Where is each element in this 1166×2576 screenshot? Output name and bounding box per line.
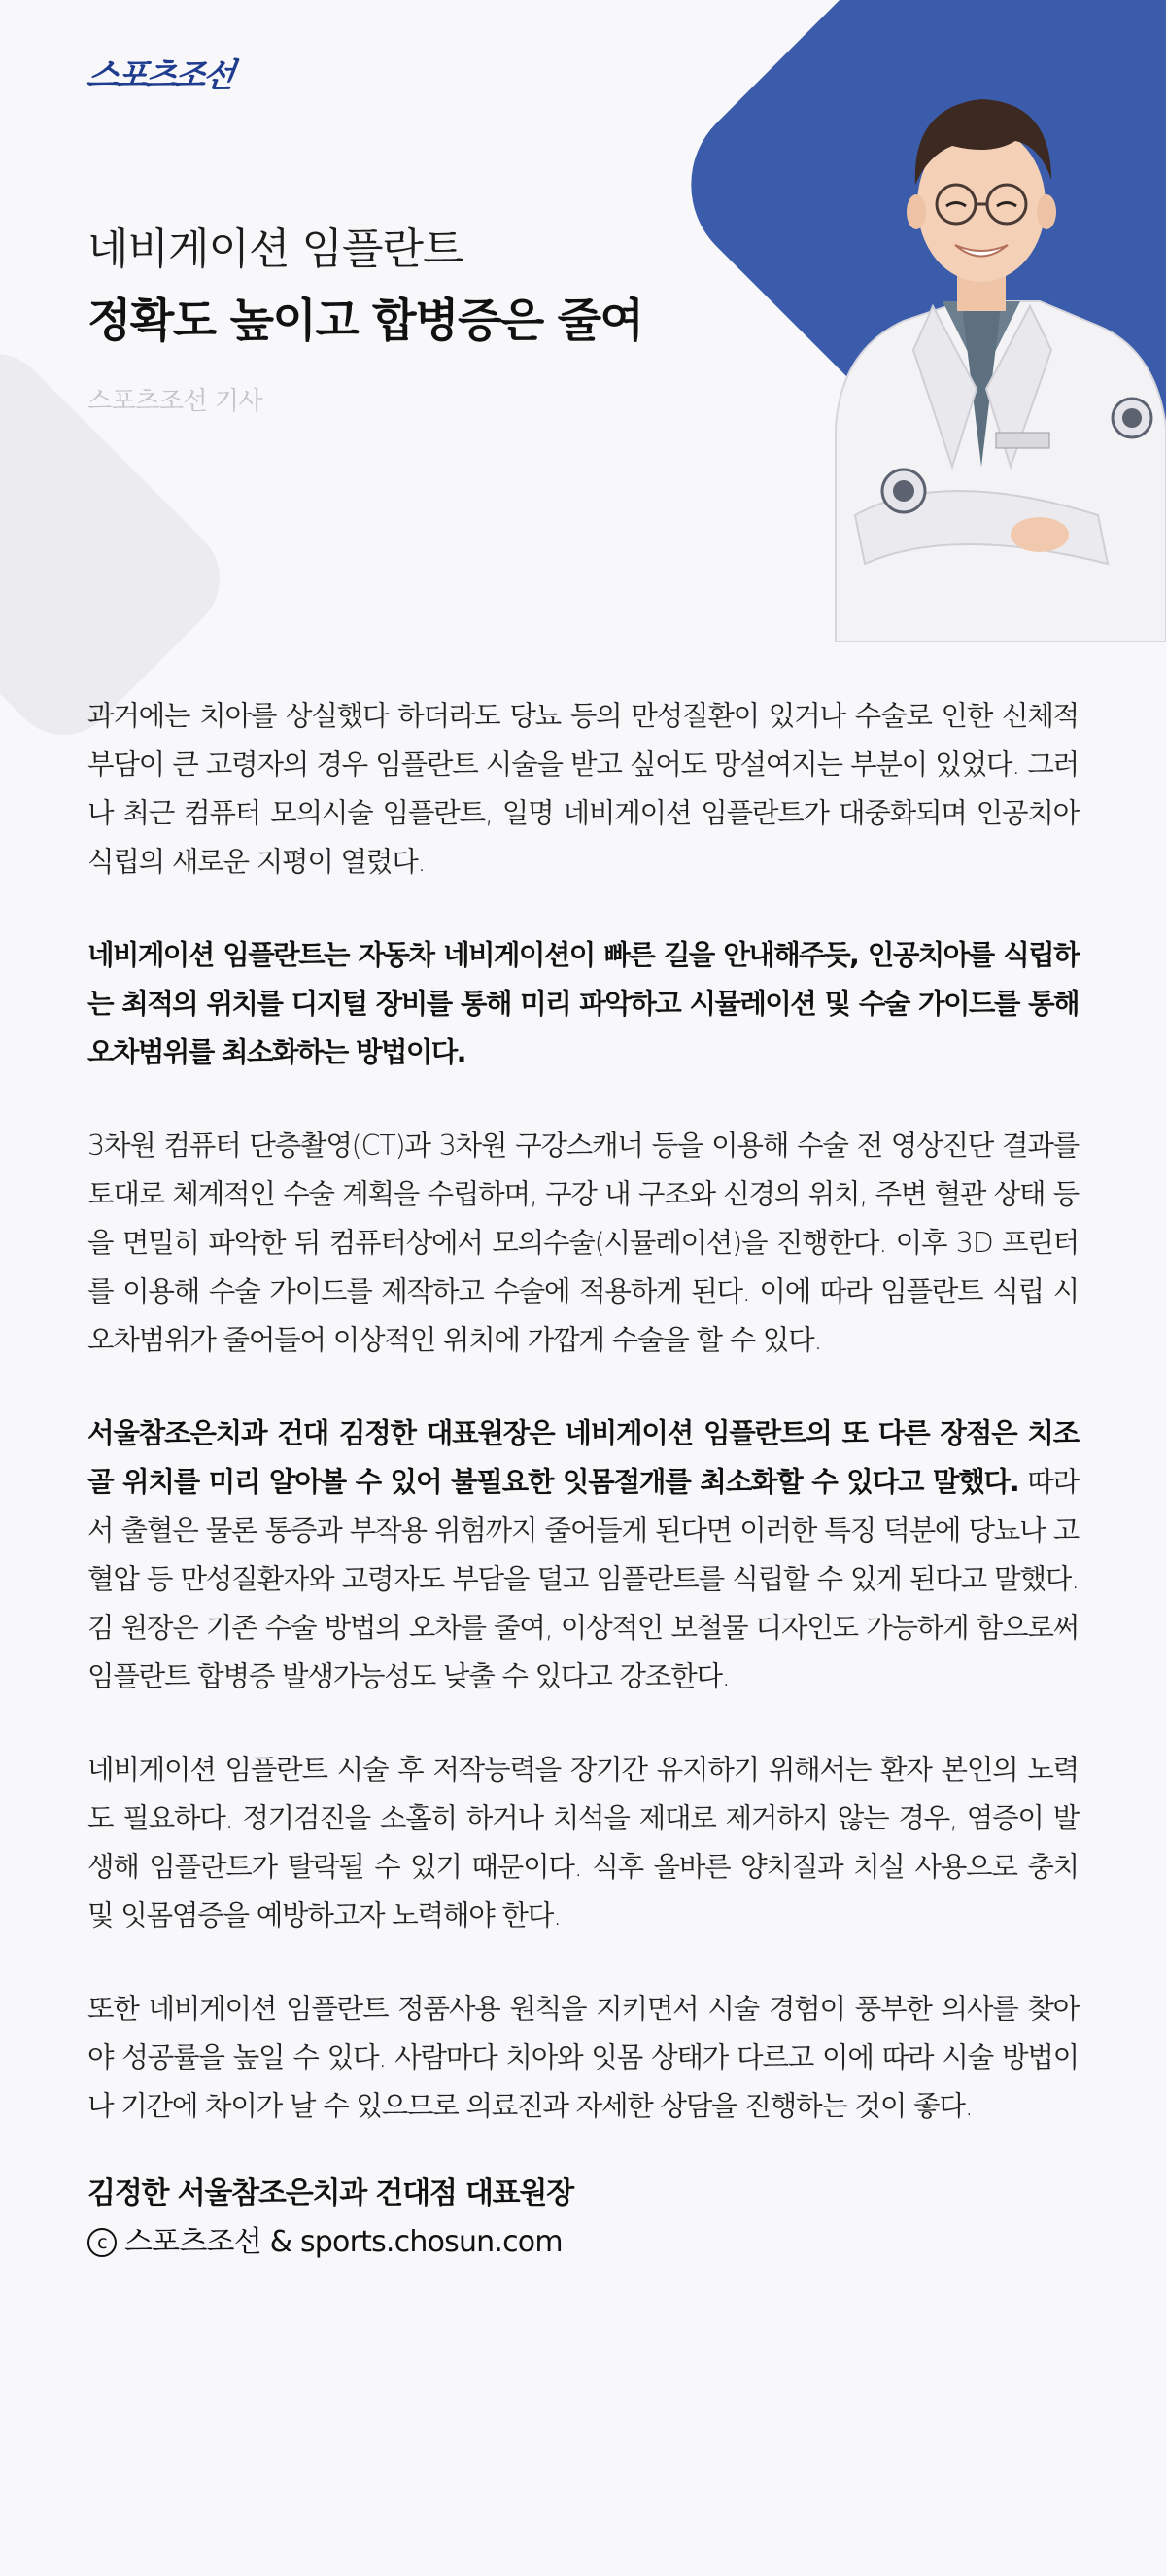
copyright-icon: c [87,2228,117,2257]
article-paragraph-4 [87,1410,1079,1701]
article-body [87,692,1079,2267]
article-paragraph-2-highlight: 네비게이션 임플란트는 자동차 네비게이션이 빠른 길을 안내해주듯, 인공치아를 식립하는 최적의 위치를 디지털 장비를 통해 미리 파악하고 시뮬레이션 및 수술 가이드를 통해 오차범위를 최소화하는 방법이다. [87,939,1079,1068]
article-paragraph-3: 3차원 컴퓨터 단층촬영(CT)과 3차원 구강스캐너 등을 이용해 수술 전 영상진단 결과를 토대로 체계적인 수술 계획을 수립하며, 구강 내 구조와 신경의 위치, 주변 혈관 상태 등을 면밀히 파악한 뒤 컴퓨터상에서 모의수술(시뮬레이션)을 진행한다. 이후 3D 프린터를 이용해 수술 가이드를 제작하고 수술에 적용하게 된다. 이에 따라 임플란트 식립 시 오차범위가 줄어들어 이상적인 위치에 가깝게 수술을 할 수 있다. [87,1130,1079,1356]
article-paragraph-4-rest: 따라서 출혈은 물론 통증과 부작용 위험까지 줄어들게 된다면 이러한 특징 덕분에 당뇨나 고혈압 등 만성질환자와 고령자도 부담을 덜고 임플란트를 식립할 수 있게 된다고 말했다. 김 원장은 기존 수술 방법의 오차를 줄여, 이상적인 보철물 디자인도 가능하게 함으로써 임플란트 합병증 발생가능성도 낮출 수 있다고 강조한다. [87,1466,1079,1692]
doctor-portrait-image [797,58,1166,642]
copyright-text: 스포츠조선 & sports.chosun.com [124,2225,563,2259]
headline-line-2: 정확도 높이고 합병증은 줄여 [87,295,643,348]
article-paragraph-6: 또한 네비게이션 임플란트 정품사용 원칙을 지키면서 시술 경험이 풍부한 의사를 찾아야 성공률을 높일 수 있다. 사람마다 치아와 잇몸 상태가 다르고 이에 따라 시술 방법이나 기간에 차이가 날 수 있으므로 의료진과 자세한 상담을 진행하는 것이 좋다. [87,1993,1079,2122]
byline: 스포츠조선 기사 [87,387,263,416]
headline-line-1: 네비게이션 임플란트 [87,225,463,274]
author-signature: 김정한 서울참조은치과 건대점 대표원장 [87,2176,573,2210]
sports-chosun-logo[interactable]: 스포츠조선 [84,56,235,95]
copyright-line [87,2218,1079,2267]
article-paragraph-1: 과거에는 치아를 상실했다 하더라도 당뇨 등의 만성질환이 있거나 수술로 인한 신체적 부담이 큰 고령자의 경우 임플란트 시술을 받고 싶어도 망설여지는 부분이 있었다. 그러나 최근 컴퓨터 모의시술 임플란트, 일명 네비게이션 임플란트가 대중화되며 인공치아 식립의 새로운 지평이 열렸다. [87,700,1079,878]
article-paragraph-5: 네비게이션 임플란트 시술 후 저작능력을 장기간 유지하기 위해서는 환자 본인의 노력도 필요하다. 정기검진을 소홀히 하거나 치석을 제대로 제거하지 않는 경우, 염증이 발생해 임플란트가 탈락될 수 있기 때문이다. 식후 올바른 양치질과 치실 사용으로 충치 및 잇몸염증을 예방하고자 노력해야 한다. [87,1754,1079,1932]
article-paragraph-4-lead: 서울참조은치과 건대 김정한 대표원장은 네비게이션 임플란트의 또 다른 장점은 치조골 위치를 미리 알아볼 수 있어 불필요한 잇몸절개를 최소화할 수 있다고 말했다. [87,1417,1079,1498]
